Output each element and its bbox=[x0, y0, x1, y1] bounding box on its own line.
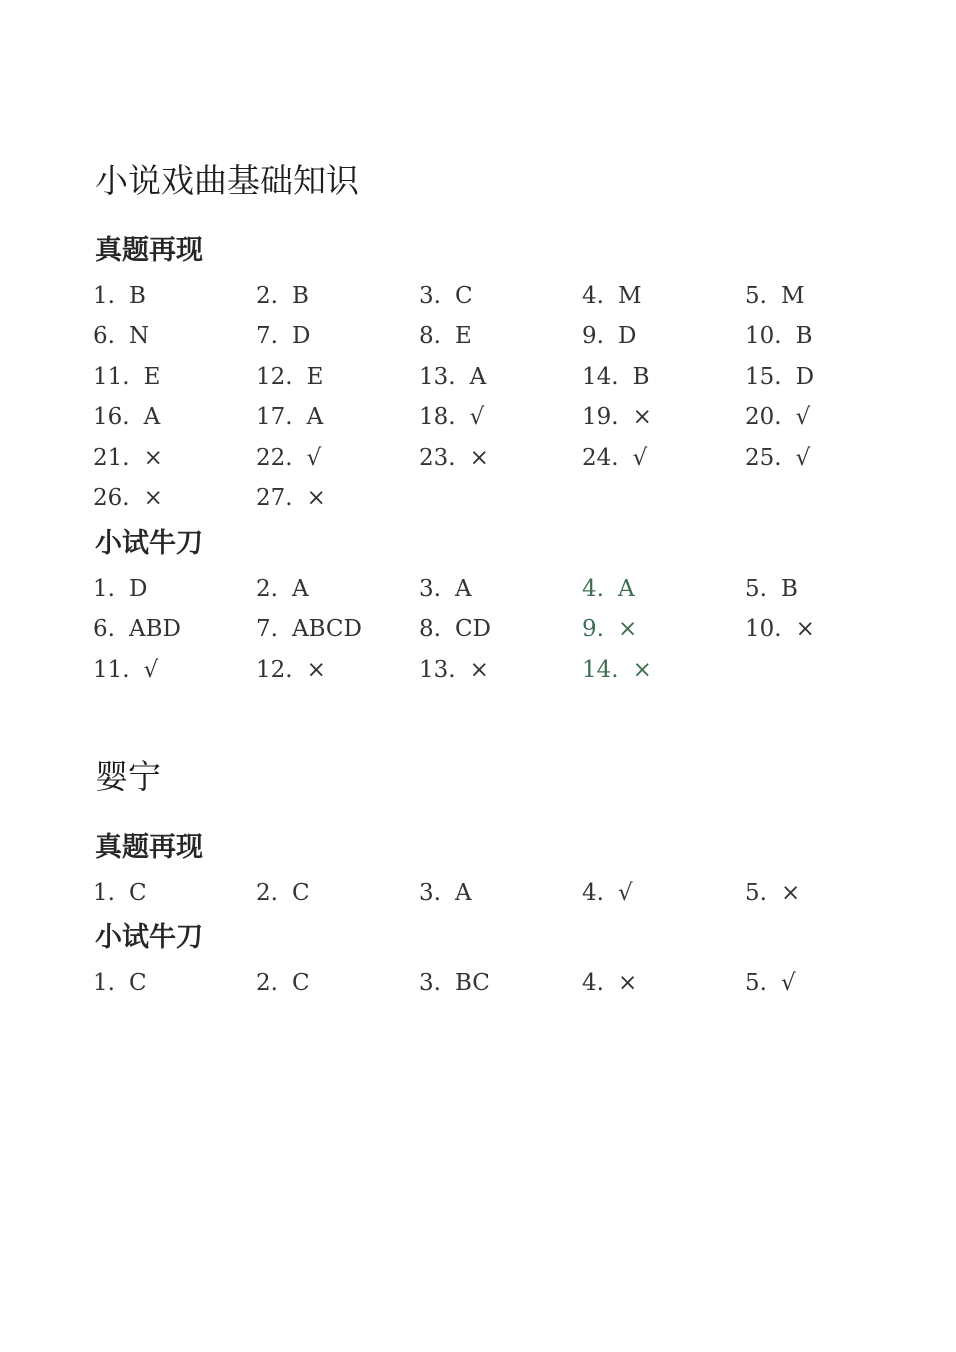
answer-item bbox=[419, 438, 582, 479]
answer-value: × bbox=[143, 485, 163, 512]
answer-item bbox=[419, 276, 582, 317]
answer-value: D bbox=[128, 575, 148, 602]
subsection-heading-practice: 小试牛刀 bbox=[95, 528, 203, 559]
answer-item bbox=[93, 438, 256, 479]
answer-item bbox=[256, 357, 419, 398]
answer-value: A bbox=[454, 575, 472, 602]
subsection-heading-past-exams: 真题再现 bbox=[95, 235, 203, 266]
answer-value: ABCD bbox=[291, 616, 362, 643]
question-number: 12. bbox=[256, 363, 293, 390]
answer-item bbox=[256, 317, 419, 358]
answer-value: E bbox=[454, 323, 472, 350]
answer-grid bbox=[93, 963, 913, 1004]
answer-value: √ bbox=[795, 404, 811, 431]
question-number: 4. bbox=[582, 969, 604, 996]
question-number: 4. bbox=[582, 282, 604, 309]
subsection-heading-past-exams: 真题再现 bbox=[95, 832, 203, 863]
question-number: 15. bbox=[745, 363, 782, 390]
answer-value: × bbox=[306, 656, 326, 683]
question-number: 22. bbox=[256, 444, 293, 471]
answer-item bbox=[93, 276, 256, 317]
answer-value: × bbox=[780, 879, 801, 906]
answer-item bbox=[93, 357, 256, 398]
question-number: 1. bbox=[93, 969, 115, 996]
question-number: 17. bbox=[256, 404, 293, 431]
answer-value: × bbox=[306, 485, 326, 512]
answer-value: √ bbox=[795, 444, 811, 471]
question-number: 8. bbox=[419, 616, 441, 643]
question-number: 16. bbox=[93, 404, 130, 431]
answer-item bbox=[419, 650, 582, 691]
question-number: 3. bbox=[419, 282, 441, 309]
question-number: 2. bbox=[256, 969, 278, 996]
answer-item bbox=[582, 873, 745, 914]
question-number: 10. bbox=[745, 323, 782, 350]
answer-value: A bbox=[306, 404, 324, 431]
answer-grid bbox=[93, 276, 913, 519]
question-number: 9. bbox=[582, 616, 604, 643]
answer-value: √ bbox=[306, 444, 322, 471]
answer-item bbox=[745, 963, 908, 1004]
answer-value: × bbox=[617, 969, 638, 996]
answer-item bbox=[419, 398, 582, 439]
answer-item bbox=[256, 610, 419, 651]
answer-value: × bbox=[143, 444, 163, 471]
question-number: 5. bbox=[745, 969, 767, 996]
answer-grid bbox=[93, 873, 913, 914]
question-number: 1. bbox=[93, 282, 115, 309]
answer-value: A bbox=[143, 404, 161, 431]
answer-item bbox=[745, 438, 908, 479]
answer-item bbox=[93, 650, 256, 691]
answer-value: C bbox=[291, 879, 310, 906]
answer-value: ABD bbox=[128, 616, 181, 643]
answer-item bbox=[745, 610, 908, 651]
question-number: 12. bbox=[256, 656, 293, 683]
subsection-heading-practice: 小试牛刀 bbox=[95, 922, 203, 953]
question-number: 6. bbox=[93, 616, 115, 643]
answer-value: N bbox=[128, 323, 150, 350]
answer-value: B bbox=[780, 575, 798, 602]
question-number: 2. bbox=[256, 575, 278, 602]
question-number: 1. bbox=[93, 575, 115, 602]
answer-value: A bbox=[454, 879, 472, 906]
answer-item bbox=[256, 276, 419, 317]
answer-item bbox=[582, 963, 745, 1004]
answer-item bbox=[745, 569, 908, 610]
answer-item bbox=[582, 438, 745, 479]
answer-value: B bbox=[128, 282, 146, 309]
question-number: 11. bbox=[93, 363, 130, 390]
answer-item bbox=[256, 963, 419, 1004]
question-number: 21. bbox=[93, 444, 130, 471]
question-number: 6. bbox=[93, 323, 115, 350]
question-number: 26. bbox=[93, 485, 130, 512]
answer-item bbox=[745, 276, 908, 317]
question-number: 13. bbox=[419, 363, 456, 390]
answer-value: √ bbox=[632, 444, 648, 471]
answer-value: D bbox=[795, 363, 815, 390]
answer-item bbox=[256, 479, 419, 520]
question-number: 5. bbox=[745, 282, 767, 309]
answer-item bbox=[256, 569, 419, 610]
answer-item bbox=[419, 317, 582, 358]
question-number: 2. bbox=[256, 879, 278, 906]
answer-item bbox=[582, 317, 745, 358]
answer-grid bbox=[93, 569, 913, 691]
question-number: 8. bbox=[419, 323, 441, 350]
answer-value: D bbox=[617, 323, 637, 350]
question-number: 10. bbox=[745, 616, 782, 643]
question-number: 23. bbox=[419, 444, 456, 471]
answer-item bbox=[582, 569, 745, 610]
question-number: 3. bbox=[419, 879, 441, 906]
answer-item bbox=[93, 963, 256, 1004]
answer-item bbox=[582, 650, 745, 691]
answer-item bbox=[419, 357, 582, 398]
answer-value: B bbox=[795, 323, 813, 350]
answer-value: × bbox=[469, 656, 489, 683]
question-number: 13. bbox=[419, 656, 456, 683]
question-number: 14. bbox=[582, 656, 619, 683]
answer-value: C bbox=[128, 969, 147, 996]
answer-item bbox=[419, 873, 582, 914]
question-number: 9. bbox=[582, 323, 604, 350]
question-number: 11. bbox=[93, 656, 130, 683]
question-number: 25. bbox=[745, 444, 782, 471]
answer-value: M bbox=[617, 282, 642, 309]
question-number: 5. bbox=[745, 575, 767, 602]
question-number: 19. bbox=[582, 404, 619, 431]
question-number: 4. bbox=[582, 575, 604, 602]
answer-item bbox=[93, 610, 256, 651]
answer-item bbox=[582, 610, 745, 651]
question-number: 3. bbox=[419, 575, 441, 602]
answer-item bbox=[419, 963, 582, 1004]
answer-value: A bbox=[291, 575, 309, 602]
question-number: 7. bbox=[256, 616, 278, 643]
question-number: 4. bbox=[582, 879, 604, 906]
section-title-yingning: 婴宁 bbox=[95, 757, 161, 796]
answer-value: √ bbox=[617, 879, 633, 906]
answer-value: × bbox=[795, 616, 815, 643]
question-number: 27. bbox=[256, 485, 293, 512]
answer-item bbox=[745, 317, 908, 358]
answer-value: √ bbox=[469, 404, 485, 431]
answer-value: B bbox=[291, 282, 309, 309]
answer-item bbox=[745, 873, 908, 914]
answer-value: M bbox=[780, 282, 805, 309]
question-number: 7. bbox=[256, 323, 278, 350]
question-number: 3. bbox=[419, 969, 441, 996]
answer-item bbox=[93, 398, 256, 439]
answer-item bbox=[256, 438, 419, 479]
answer-item bbox=[745, 357, 908, 398]
question-number: 2. bbox=[256, 282, 278, 309]
answer-value: E bbox=[306, 363, 324, 390]
answer-item bbox=[93, 873, 256, 914]
question-number: 1. bbox=[93, 879, 115, 906]
answer-value: × bbox=[617, 616, 638, 643]
answer-item bbox=[582, 357, 745, 398]
answer-item bbox=[419, 569, 582, 610]
question-number: 5. bbox=[745, 879, 767, 906]
answer-item bbox=[256, 398, 419, 439]
answer-value: × bbox=[469, 444, 489, 471]
answer-item bbox=[419, 610, 582, 651]
answer-item bbox=[93, 479, 256, 520]
answer-item bbox=[256, 650, 419, 691]
answer-value: × bbox=[632, 404, 652, 431]
answer-value: C bbox=[128, 879, 147, 906]
answer-item bbox=[93, 569, 256, 610]
answer-value: CD bbox=[454, 616, 491, 643]
answer-value: BC bbox=[454, 969, 490, 996]
answer-value: √ bbox=[780, 969, 796, 996]
question-number: 20. bbox=[745, 404, 782, 431]
answer-item bbox=[745, 398, 908, 439]
answer-value: × bbox=[632, 656, 652, 683]
answer-value: B bbox=[632, 363, 650, 390]
answer-value: D bbox=[291, 323, 311, 350]
answer-item bbox=[93, 317, 256, 358]
answer-value: A bbox=[469, 363, 487, 390]
answer-value: √ bbox=[143, 656, 159, 683]
answer-value: A bbox=[617, 575, 635, 602]
question-number: 24. bbox=[582, 444, 619, 471]
question-number: 14. bbox=[582, 363, 619, 390]
answer-item bbox=[256, 873, 419, 914]
section-title-novel-drama: 小说戏曲基础知识 bbox=[95, 161, 359, 200]
answer-value: C bbox=[454, 282, 473, 309]
answer-item bbox=[582, 398, 745, 439]
question-number: 18. bbox=[419, 404, 456, 431]
answer-item bbox=[582, 276, 745, 317]
answer-value: E bbox=[143, 363, 161, 390]
answer-value: C bbox=[291, 969, 310, 996]
